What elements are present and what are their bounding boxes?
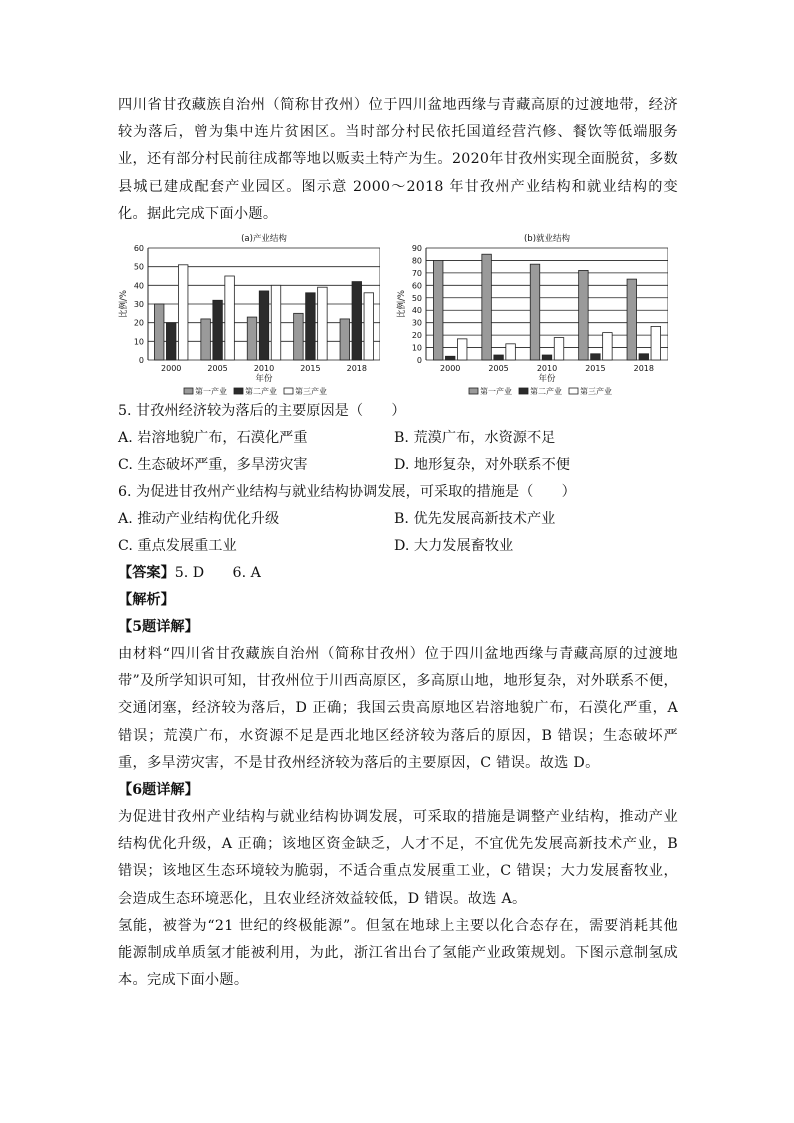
chart-a-ytick-60: 60 — [133, 244, 144, 254]
chart-b-xtick-2015: 2015 — [585, 364, 606, 374]
chart-a-ytick-40: 40 — [133, 281, 144, 291]
question-6-stem: 6. 为促进甘孜州产业结构与就业结构协调发展，可采取的措施是（ ） — [118, 484, 576, 501]
chart-a-legend-label-1: 第一产业 — [195, 387, 227, 397]
chart-a-legend-swatch-3 — [284, 388, 293, 394]
chart-b-ylabel: 比例/% — [397, 290, 407, 318]
chart-a-xtick-2000: 2000 — [161, 364, 182, 374]
analysis-label: 【解析】 — [118, 592, 175, 609]
chart-a-bar-2018-s1 — [340, 319, 350, 360]
chart-a-bar-2015-s2 — [306, 293, 316, 360]
chart-a-xtick-2005: 2005 — [207, 364, 228, 374]
chart-b-ytick-20: 20 — [411, 331, 422, 341]
chart-b-title: (b)就业结构 — [523, 234, 571, 245]
chart-b-bar-2018-s3 — [651, 326, 661, 360]
q5-option-c: C. 生态破坏严重，多旱涝灾害 — [118, 457, 308, 474]
question-6-options — [118, 506, 678, 560]
chart-a-bar-2010-s3 — [271, 285, 281, 360]
chart-b-bar-2010-s1 — [530, 264, 540, 360]
chart-a-bar-2005-s3 — [225, 276, 235, 360]
detail-6-label: 【6题详解】 — [118, 782, 199, 799]
detail-5-label: 【5题详解】 — [118, 619, 199, 636]
employment-structure-chart — [396, 230, 668, 398]
chart-b-ytick-40: 40 — [411, 306, 422, 316]
chart-a-bar-2018-s2 — [352, 282, 362, 360]
chart-a-ytick-30: 30 — [133, 300, 144, 310]
chart-a-bar-2015-s3 — [318, 287, 328, 360]
chart-a-legend-label-3: 第三产业 — [295, 387, 327, 397]
chart-a-bar-2010-s1 — [247, 317, 257, 360]
answer-line — [118, 560, 678, 587]
chart-b-legend-swatch-2 — [519, 388, 528, 394]
chart-a-bar-2000-s3 — [178, 265, 188, 360]
chart-b-bar-2015-s3 — [603, 333, 613, 360]
chart-a-ylabel: 比例/% — [119, 290, 129, 318]
chart-b-bar-2005-s3 — [506, 344, 515, 360]
industry-structure-chart — [118, 230, 380, 398]
chart-a-bar-2000-s1 — [154, 304, 164, 360]
answer-label: 【答案】 — [118, 565, 175, 582]
intro-paragraph: 四川省甘孜藏族自治州（简称甘孜州）位于四川盆地西缘与青藏高原的过渡地带，经济较为落后，曾为集中连片贫困区。当时部分村民依托国道经营汽修、餐饮等低端服务业，还有部分村民前往成都等地以贩卖土特产为生。2020年甘孜州实现全面脱贫，多数县城已建成配套产业园区。图示意 2000～2018 年甘孜州产业结构和就业结构的变化。据此完成下面小题。 — [118, 97, 678, 222]
chart-b-bar-2010-s2 — [542, 355, 552, 360]
q6-option-a: A. 推动产业结构优化升级 — [118, 511, 280, 528]
chart-a-bar-2005-s1 — [201, 319, 211, 360]
question-5-options — [118, 425, 678, 479]
chart-a-xtick-2010: 2010 — [253, 364, 275, 374]
chart-b-bar-2000-s1 — [433, 260, 443, 360]
chart-b-bar-2005-s1 — [482, 254, 492, 360]
chart-a-legend-swatch-1 — [184, 388, 193, 394]
chart-a-title: (a)产业结构 — [241, 234, 287, 245]
chart-a-bar-2015-s1 — [294, 313, 304, 360]
chart-b-bar-2015-s1 — [579, 270, 589, 360]
q6-option-d: D. 大力发展畜牧业 — [394, 538, 514, 555]
chart-b-bar-2000-s2 — [445, 356, 455, 360]
chart-a-bar-2000-s2 — [166, 323, 176, 360]
document-page — [118, 92, 678, 994]
chart-b-ytick-10: 10 — [411, 343, 422, 353]
detail-5-text: 由材料“四川省甘孜藏族自治州（简称甘孜州）位于四川盆地西缘与青藏高原的过渡地带”及所学知识可知，甘孜州位于川西高原区，多高原山地，地形复杂，对外联系不便，交通闭塞，经济较为落后，D 正确；我国云贵高原地区岩溶地貌广布，石漠化严重，A 错误；荒漠广布，水资源不足是西北地区经济较为落后的原因，B 错误；生态破坏严重，多旱涝灾害，不是甘孜州经济较为落后的主要原因，C 错误。故选 D。 — [118, 646, 678, 771]
chart-b-xtick-2005: 2005 — [488, 364, 509, 374]
chart-b-bar-2000-s3 — [457, 339, 467, 360]
chart-a-ytick-20: 20 — [133, 318, 144, 328]
chart-b-ytick-30: 30 — [411, 318, 422, 328]
chart-a-legend-swatch-2 — [234, 388, 243, 394]
chart-b-bar-2018-s1 — [627, 279, 637, 360]
charts-row — [118, 230, 678, 398]
q5-option-a: A. 岩溶地貌广布，石漠化严重 — [118, 430, 308, 447]
next-intro-paragraph: 氢能，被誉为“21 世纪的终极能源”。但氢在地球上主要以化合态存在，需要消耗其他能源制成单质氢才能被利用，为此，浙江省出台了氢能产业政策规划。下图示意制氢成本。完成下面小题。 — [118, 917, 678, 989]
chart-b-ytick-90: 90 — [411, 244, 422, 254]
chart-a-ytick-50: 50 — [133, 262, 144, 272]
question-5-stem: 5. 甘孜州经济较为落后的主要原因是（ ） — [118, 403, 406, 420]
q6-option-c: C. 重点发展重工业 — [118, 538, 237, 555]
chart-b-legend-swatch-3 — [569, 388, 578, 394]
chart-b-ytick-0: 0 — [416, 356, 422, 366]
chart-a-legend-label-2: 第二产业 — [245, 387, 277, 397]
chart-a-bar-2018-s3 — [364, 293, 374, 360]
chart-a-ytick-10: 10 — [133, 337, 144, 347]
answer-text: 5. D 6. A — [174, 565, 261, 582]
chart-a-xlabel: 年份 — [255, 374, 273, 385]
chart-b-xtick-2000: 2000 — [440, 364, 461, 374]
chart-b-ytick-70: 70 — [411, 268, 422, 278]
q5-option-d: D. 地形复杂，对外联系不便 — [394, 457, 570, 474]
chart-b-ytick-50: 50 — [411, 293, 422, 303]
chart-b-xtick-2010: 2010 — [536, 364, 558, 374]
chart-b-legend-label-1: 第一产业 — [480, 387, 512, 397]
chart-b-xtick-2018: 2018 — [633, 364, 654, 374]
chart-b-legend-swatch-1 — [469, 388, 478, 394]
chart-b-bar-2018-s2 — [639, 354, 649, 360]
chart-a-ytick-0: 0 — [138, 356, 144, 366]
chart-b-legend-label-2: 第二产业 — [530, 387, 562, 397]
chart-a-xtick-2015: 2015 — [300, 364, 321, 374]
chart-b-ytick-60: 60 — [411, 281, 422, 291]
detail-6-text: 为促进甘孜州产业结构与就业结构协调发展，可采取的措施是调整产业结构，推动产业结构优化升级，A 正确；该地区资金缺乏，人才不足，不宜优先发展高新技术产业，B 错误；该地区生态环境较为脆弱，不适合重点发展重工业，C 错误；大力发展畜牧业，会造成生态环境恶化，且农业经济效益较低，D 错误。故选 A。 — [118, 809, 678, 907]
chart-b-xlabel: 年份 — [538, 374, 556, 385]
chart-b-ytick-80: 80 — [411, 256, 422, 266]
q6-option-b: B. 优先发展高新技术产业 — [394, 511, 556, 528]
chart-a-xtick-2018: 2018 — [346, 364, 367, 374]
chart-b-bar-2015-s2 — [591, 354, 601, 360]
q5-option-b: B. 荒漠广布，水资源不足 — [394, 430, 556, 447]
chart-a-bar-2010-s2 — [259, 291, 269, 360]
chart-b-bar-2005-s2 — [494, 355, 504, 360]
chart-b-legend-label-3: 第三产业 — [580, 387, 612, 397]
chart-a-bar-2005-s2 — [213, 300, 223, 360]
chart-b-bar-2010-s3 — [554, 338, 564, 360]
